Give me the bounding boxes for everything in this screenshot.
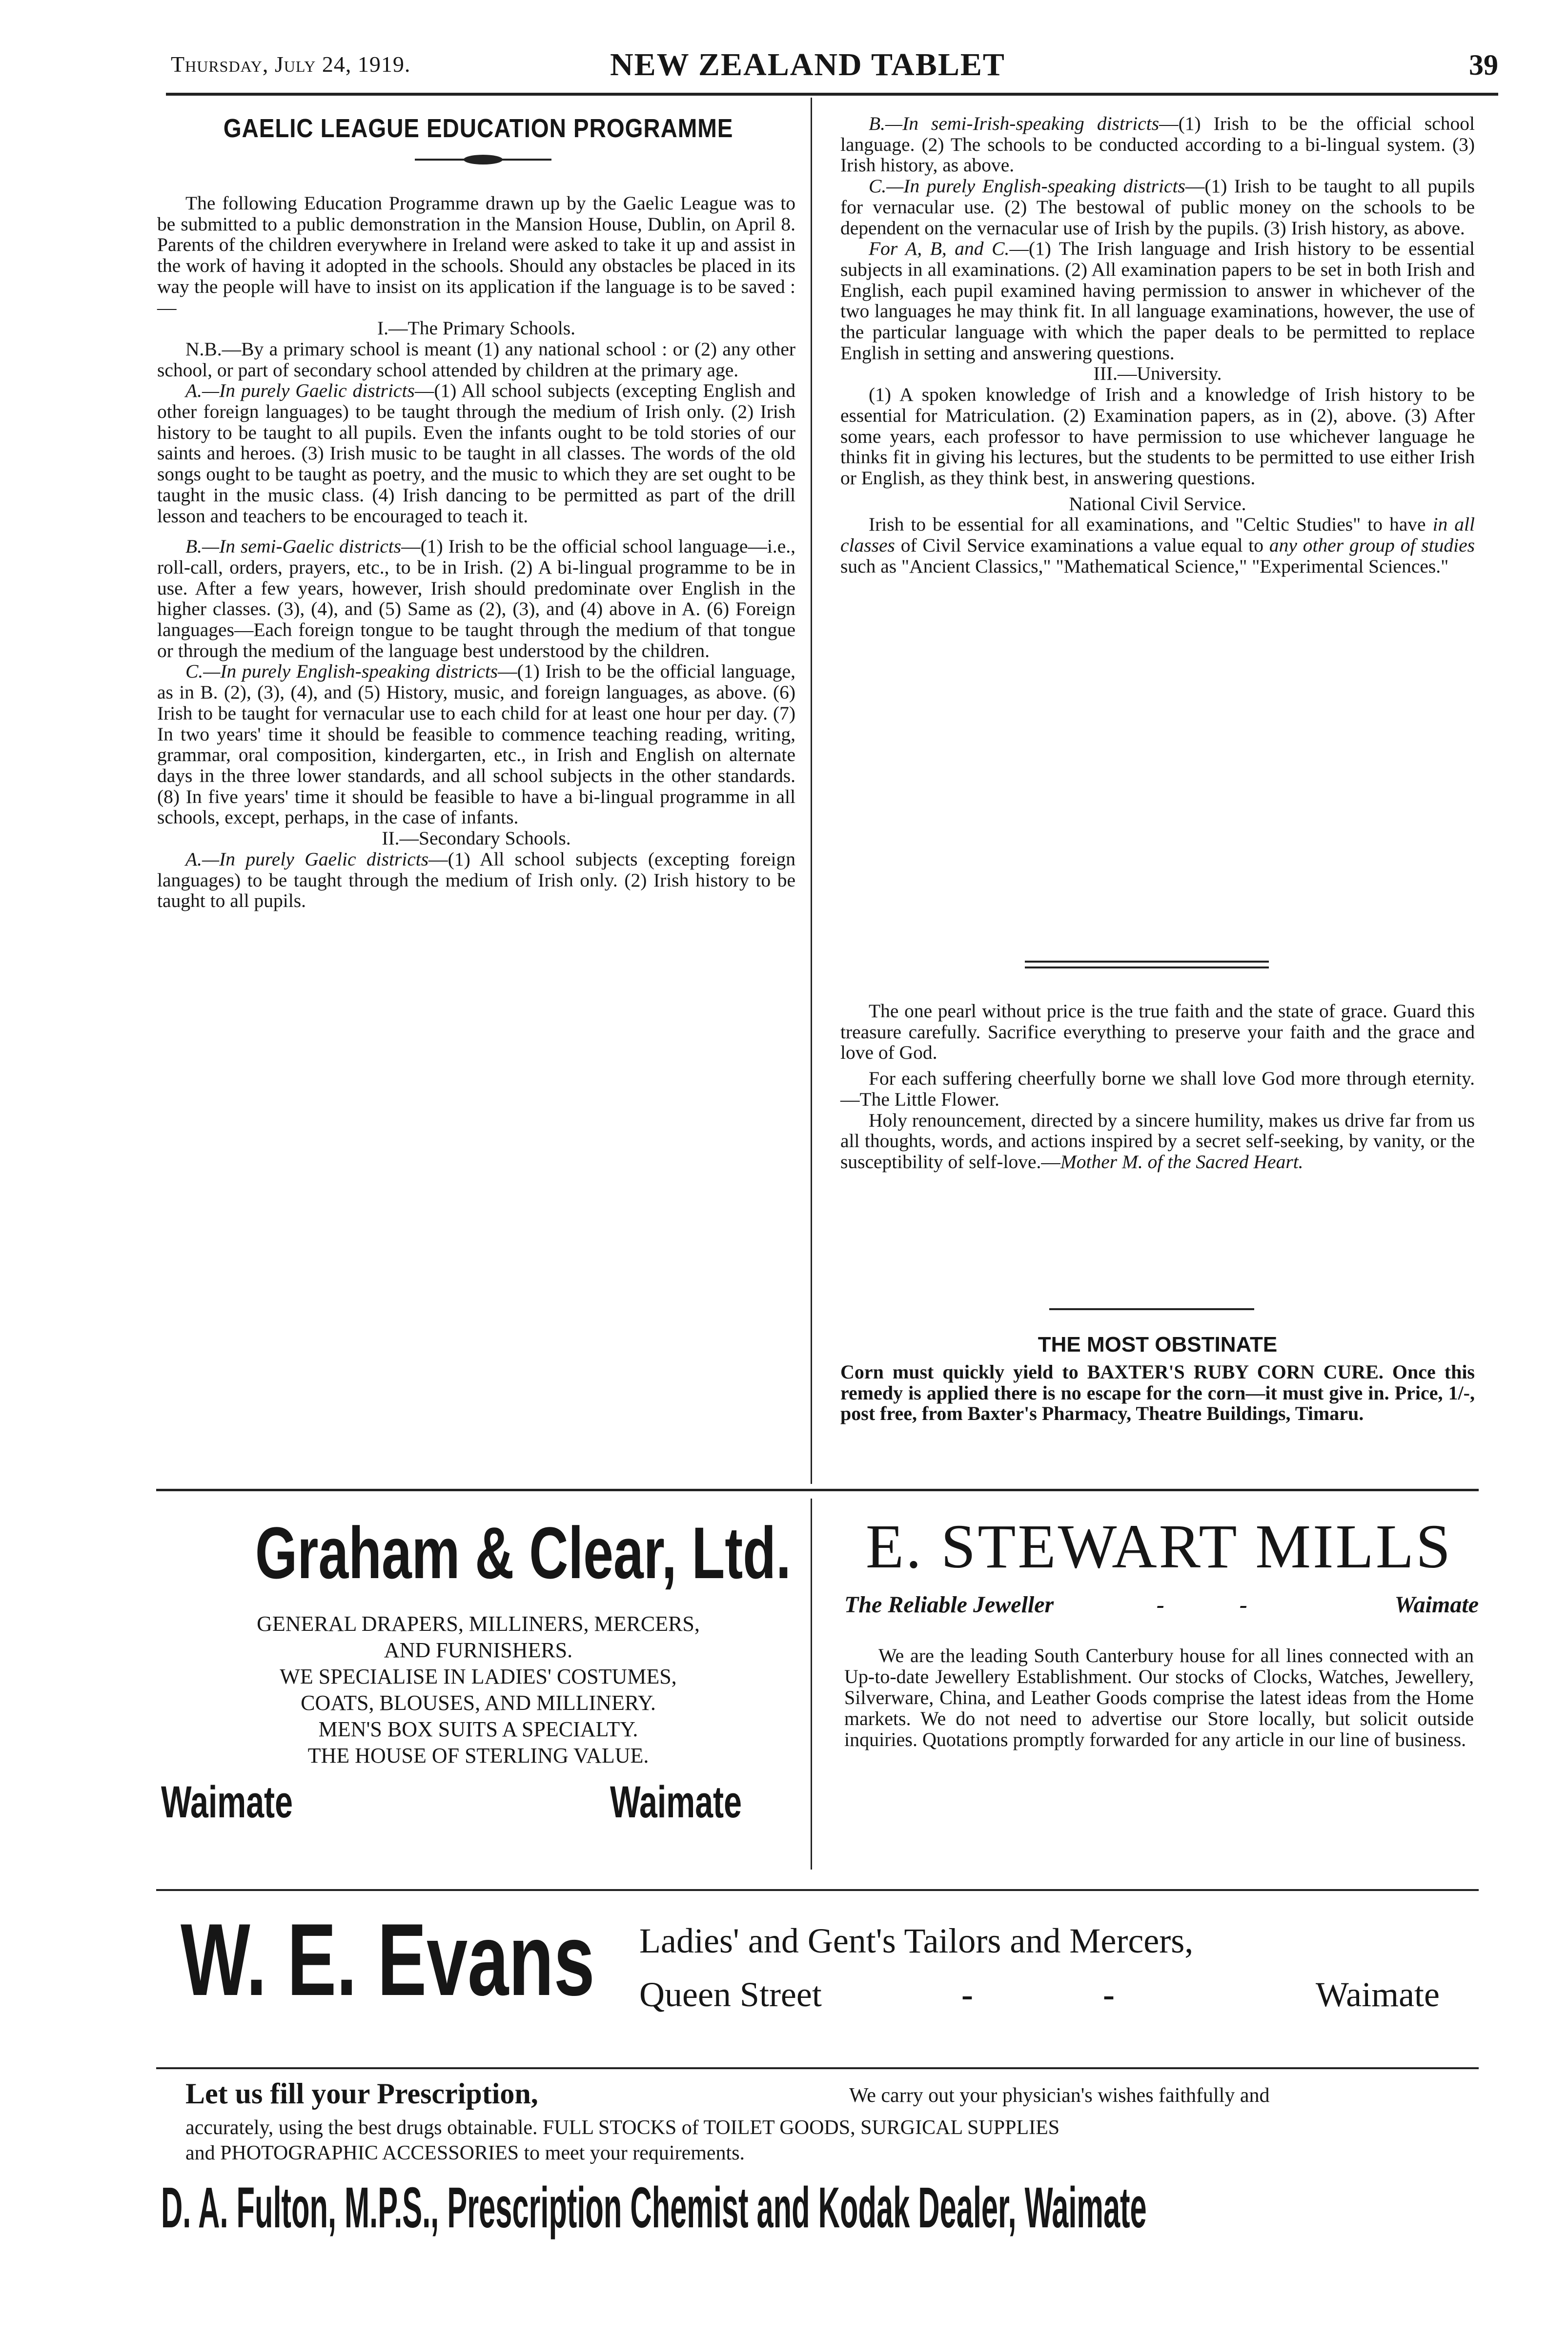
evans-dash: - — [961, 1975, 973, 2014]
ads-lower-rule — [156, 2067, 1479, 2069]
divider-double — [1025, 966, 1269, 968]
evans-town: Waimate — [1315, 1975, 1440, 2014]
fulton-lead: Let us fill your Prescription, — [185, 2077, 538, 2110]
gaelic-column-right — [840, 113, 1475, 576]
masthead: NEW ZEALAND TABLET — [610, 47, 1005, 82]
quote-paragraph: For each suffering cheerfully borne we shall love God more through eternity.—The Little Flower. — [840, 1068, 1475, 1110]
paragraph-lead: B.—In semi-Irish-speaking districts — [869, 113, 1160, 134]
civil-text: Irish to be essential for all examinations, and "Celtic Studies" to have — [869, 514, 1433, 535]
quotations-block — [840, 1001, 1475, 1172]
evans-ad — [156, 1894, 1479, 2060]
fulton-text: We carry out your physician's wishes faithfully and — [849, 2084, 1270, 2107]
graham-town-right: Waimate — [610, 1777, 742, 1827]
evans-dash: - — [1103, 1975, 1115, 2014]
ads-vertical-rule — [811, 1499, 812, 1870]
paragraph-b — [157, 536, 795, 661]
paragraph-a — [157, 380, 795, 526]
stewart-body: We are the leading South Canterbury house for all lines connected with an Up-to-date Jewellery Establishment. Our stocks of Clocks, Watches, Jewellery, Silverware, China, and Leather Goods comprise the latest ideas from the Home markets. We do not need to advertise our Store locally, but solicit outside inquiries. Quotations promptly forwarded for any article in our line of business. — [844, 1645, 1474, 1750]
stewart-ad — [839, 1511, 1479, 1882]
university-paragraph: (1) A spoken knowledge of Irish and a knowledge of Irish history to be essential for Matriculation. (2) Examination papers, as in (2), above. (3) After some years, each professor to have permission to use whichever language he thinks fit in giving his lectures, but the students to be permitted to use either Irish or English, as they think best, in answering questions. — [840, 384, 1475, 489]
paragraph-lead: C.—In purely English-speaking districts — [185, 660, 498, 682]
paragraph-body: —(1) Irish to be taught to all pupils for vernacular use. (2) The bestowal of public money on the schools to be dependent on the vernacular use of Irish by the pupils. (3) Irish history, as above. — [840, 175, 1475, 239]
paragraph-sc — [840, 176, 1475, 238]
evans-name-text: W. E. Evans — [181, 1902, 595, 2017]
civil-text: such as "Ancient Classics," "Mathematical Science," "Experimental Sciences." — [840, 555, 1449, 577]
graham-ad — [161, 1511, 795, 1882]
header-rule — [166, 93, 1498, 96]
evans-street-row — [639, 1974, 1440, 2018]
fulton-text: and PHOTOGRAPHIC ACCESSORIES to meet your requirements. — [185, 2142, 745, 2164]
quote-paragraph: The one pearl without price is the true faith and the state of grace. Guard this treasure carefully. Sacrifice everything to preserve your faith and the grace and love of God. — [840, 1000, 1475, 1064]
divider-single — [1049, 1308, 1254, 1310]
section-heading: I.—The Primary Schools. — [377, 317, 575, 339]
paragraph-lead: B.—In semi-Gaelic districts — [185, 535, 402, 557]
nb-paragraph: N.B.—By a primary school is meant (1) any national school : or (2) any other school, or part of secondary school attended by children at the primary age. — [157, 338, 795, 381]
graham-lines — [161, 1611, 795, 1769]
graham-line: GENERAL DRAPERS, MILLINERS, MERCERS, — [257, 1612, 700, 1636]
paragraph-lead: For A, B, and C. — [869, 238, 1010, 260]
civil-emphasis: in all classes — [840, 514, 1475, 556]
issue-date: Thursday, July 24, 1919. — [171, 52, 411, 77]
divider-double — [1025, 961, 1269, 963]
graham-line: THE HOUSE OF STERLING VALUE. — [307, 1744, 649, 1768]
fulton-name-text: D. A. Fulton, M.P.S., Prescription Chemist and Kodak Dealer, Waimate — [161, 2176, 1147, 2240]
page-header — [171, 46, 1498, 90]
gaelic-column-left — [157, 193, 795, 911]
paragraph-sa — [157, 849, 795, 911]
paragraph-lead: A.—In purely Gaelic districts — [185, 848, 429, 870]
graham-line: MEN'S BOX SUITS A SPECIALTY. — [318, 1717, 638, 1741]
title-ornament — [415, 154, 551, 165]
column-divider — [811, 98, 812, 1484]
civil-text: of Civil Service examinations a value equal to — [895, 535, 1269, 556]
paragraph-body: —(1) The Irish language and Irish history to be essential subjects in all examinations. (2) All examination papers to be set in both Irish and English, each pupil examined having permission to answer in whichever of the two languages he may think fit. In all language examinations, however, the use of the particular language with which the paper deals to be permitted to replace English in setting and answering questions. — [840, 238, 1475, 364]
obstinate-body: Corn must quickly yield to BAXTER'S RUBY CORN CURE. Once this remedy is applied there is no escape for the corn—it must give in. Price, 1/-, post free, from Baxter's Pharmacy, Theatre Buildings, Timaru. — [840, 1361, 1475, 1425]
paragraph-body: —(1) Irish to be the official school language. (2) The schools to be conducted according to a bi-lingual system. (3) Irish history, as above. — [840, 113, 1475, 176]
ads-mid-rule — [156, 1889, 1479, 1891]
paragraph-lead: C.—In purely English-speaking districts — [869, 175, 1185, 197]
paragraph-body: —(1) Irish to be the official language, as in B. (2), (3), (4), and (5) History, music, and foreign languages, as above. (6) Irish to be taught for vernacular use to each child for at least one hour per day. (7) In two years' time it should be feasible to commence teaching reading, writing, grammar, oral composition, kindergarten, etc., in Irish and English on alternate days in the three lower standards, and all school subjects in the other standards. (8) In five years' time it should be feasible to have a bi-lingual programme in all schools, except, perhaps, in the case of infants. — [157, 660, 795, 828]
quote-attribution: Mother M. of the Sacred Heart. — [1060, 1151, 1303, 1172]
civil-service-paragraph — [840, 514, 1475, 576]
paragraph-body: —(1) All school subjects (excepting foreign languages) to be taught through the medium of Irish only. (2) Irish history to be taught to all pupils. — [157, 848, 796, 912]
page-number: 39 — [1469, 49, 1498, 81]
fulton-name — [161, 2175, 1568, 2241]
stewart-town: Waimate — [1394, 1592, 1479, 1618]
paragraph-body: —(1) Irish to be the official school language—i.e., roll-call, orders, prayers, etc., to be in Irish. (2) A bi-lingual programme to be in use. After a few years, however, Irish should predominate over English in the higher classes. (3), (4), and (5) Same as (2), (3), and (4) above in A. (6) Foreign languages—Each foreign tongue to be taught through the medium of that tongue or through the medium of the language best understood by the children. — [157, 535, 795, 661]
fulton-ad — [161, 2077, 1479, 2282]
paragraph-c — [157, 661, 795, 828]
evans-line1: Ladies' and Gent's Tailors and Mercers, — [639, 1921, 1194, 1960]
section-heading: III.—University. — [1093, 363, 1222, 385]
paragraph-body: —(1) All school subjects (excepting English and other foreign languages) to be taught through the medium of Irish only. (2) Irish history to be taught to all pupils. Even the infants ought to be told stories of our saints and heroes. (3) Irish music to be taught in all classes. The words of the old songs ought to be taught as poetry, and the music to which they are set ought to be taught in the music class. (4) Irish dancing to be permitted as part of the drill lesson and teachers to be encouraged to teach it. — [157, 380, 795, 527]
civil-emphasis: any other group of studies — [1269, 535, 1475, 556]
quote-paragraph — [840, 1110, 1475, 1172]
ads-top-rule — [156, 1489, 1479, 1491]
graham-town-left: Waimate — [161, 1777, 293, 1827]
paragraph-lead: A.—In purely Gaelic districts — [185, 380, 415, 402]
graham-name — [161, 1511, 795, 1595]
stewart-tagline-row — [839, 1591, 1479, 1621]
graham-line: AND FURNISHERS. — [384, 1638, 573, 1662]
evans-street: Queen Street — [639, 1975, 822, 2014]
section-heading: II.—Secondary Schools. — [382, 827, 571, 849]
article-title: GAELIC LEAGUE EDUCATION PROGRAMME — [223, 114, 733, 143]
stewart-dash: - — [1157, 1592, 1164, 1618]
section-heading: National Civil Service. — [1069, 493, 1246, 514]
intro-paragraph: The following Education Programme drawn up by the Gaelic League was to be submitted to a public demonstration in the Mansion House, Dublin, on April 8. Parents of the children everywhere in Ireland were asked to take it up and assist in the work of having it adopted in the schools. Should any obstacles be placed in its way the people will have to insist on its application if the language is to be saved :— — [157, 192, 795, 318]
paragraph-sb — [840, 113, 1475, 176]
fulton-row1 — [185, 2077, 1474, 2116]
fulton-text: accurately, using the best drugs obtainable. FULL STOCKS of TOILET GOODS, SURGICAL SUPPLIES — [185, 2117, 1060, 2139]
graham-line: COATS, BLOUSES, AND MILLINERY. — [301, 1691, 656, 1715]
obstinate-title: THE MOST OBSTINATE — [1038, 1333, 1278, 1357]
paragraph-abc — [840, 238, 1475, 363]
graham-name-text: Graham & Clear, Ltd. — [255, 1512, 791, 1594]
stewart-tagline: The Reliable Jeweller — [844, 1592, 1054, 1618]
stewart-dash: - — [1240, 1592, 1247, 1618]
quote-text: Holy renouncement, directed by a sincere humility, makes us drive far from us all thoughts, words, and actions inspired by a secret self-seeking, by vanity, or the susceptibility of self-love.— — [840, 1109, 1475, 1172]
graham-line: WE SPECIALISE IN LADIES' COSTUMES, — [280, 1665, 677, 1688]
stewart-name: E. STEWART MILLS — [865, 1512, 1453, 1581]
